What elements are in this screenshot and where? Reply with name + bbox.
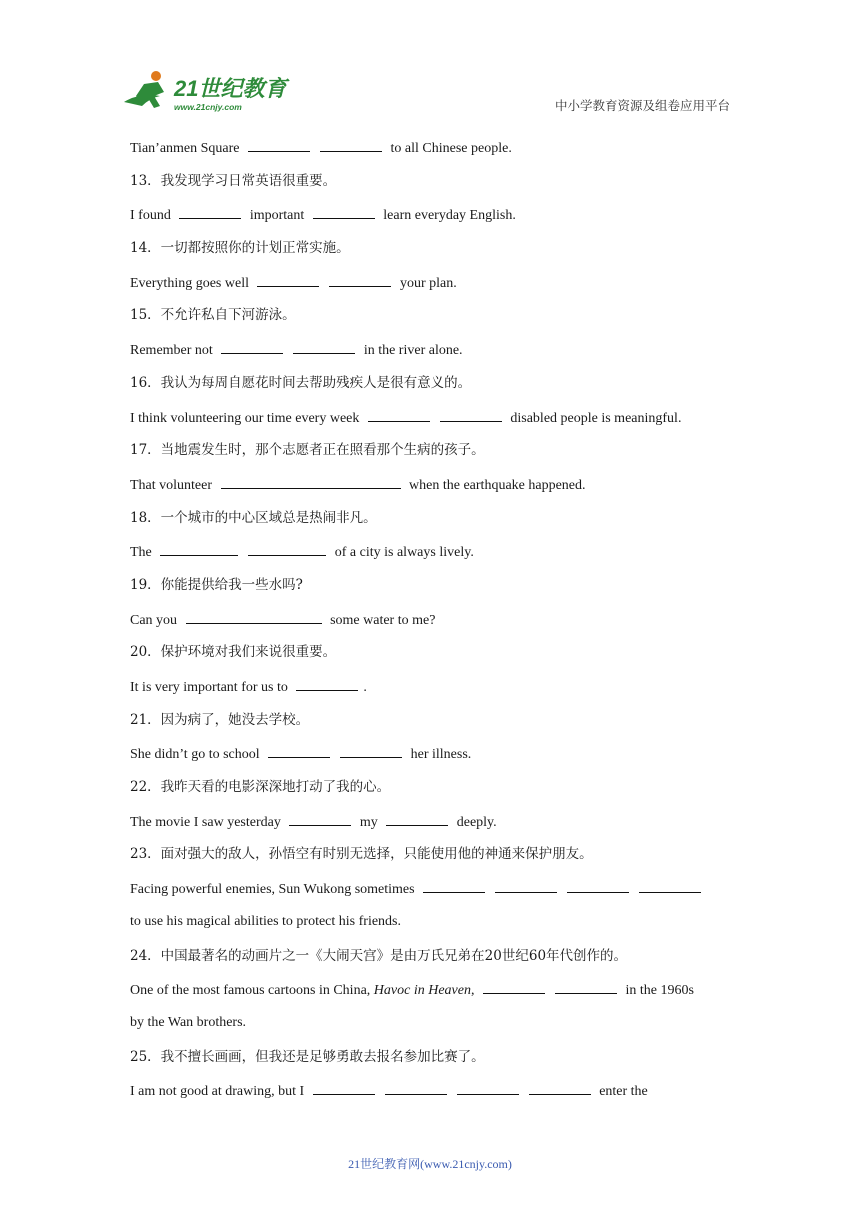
item-12-english: Tian’anmen Square to all Chinese people.: [130, 137, 740, 171]
item-17-chinese: 17．当地震发生时，那个志愿者正在照看那个生病的孩子。: [130, 442, 485, 459]
item-25-english: I am not good at drawing, but I enter the: [130, 1080, 740, 1114]
answer-blank[interactable]: [186, 609, 322, 624]
page-header: [0, 0, 860, 120]
answer-blank[interactable]: [289, 811, 351, 826]
item-20-english: It is very important for us to .: [130, 676, 740, 710]
item-17-english: That volunteer when the earthquake happened.: [130, 474, 740, 508]
item-23-english-cont: to use his magical abilities to protect his friends.: [130, 913, 401, 929]
item-15-chinese: 15．不允许私自下河游泳。: [130, 307, 296, 324]
answer-blank[interactable]: [340, 743, 402, 758]
answer-blank[interactable]: [386, 811, 448, 826]
answer-blank[interactable]: [248, 541, 326, 556]
item-20-chinese: 20．保护环境对我们来说很重要。: [130, 644, 337, 661]
item-24-english-cont: by the Wan brothers.: [130, 1014, 247, 1030]
answer-blank[interactable]: [320, 137, 382, 152]
item-18-chinese: 18．一个城市的中心区域总是热闹非凡。: [130, 509, 377, 526]
answer-blank[interactable]: [221, 474, 401, 489]
page-footer: 21世纪教育网(www.21cnjy.com): [348, 1157, 512, 1171]
item-22-chinese: 22．我昨天看的电影深深地打动了我的心。: [130, 779, 391, 796]
answer-blank[interactable]: [268, 743, 330, 758]
item-23-chinese: 23．面对强大的敌人，孙悟空有时别无选择，只能使用他的神通来保护朋友。: [130, 846, 593, 863]
item-13-chinese: 13．我发现学习日常英语很重要。: [130, 172, 337, 189]
answer-blank[interactable]: [221, 339, 283, 354]
answer-blank[interactable]: [440, 407, 502, 422]
answer-blank[interactable]: [368, 407, 430, 422]
exercise-list: [130, 137, 740, 1114]
item-13-english: I found important learn everyday English.: [130, 204, 740, 238]
item-22-english: The movie I saw yesterday my deeply.: [130, 811, 740, 845]
item-23-english: Facing powerful enemies, Sun Wukong sometimes: [130, 878, 740, 912]
item-24-english: One of the most famous cartoons in China, Havoc in Heaven, in the 1960s: [130, 979, 740, 1013]
answer-blank[interactable]: [257, 272, 319, 287]
item-16-chinese: 16．我认为每周自愿花时间去帮助残疾人是很有意义的。: [130, 374, 472, 391]
site-logo: [120, 66, 295, 116]
cartoon-title: Havoc in Heaven: [373, 983, 471, 999]
answer-blank[interactable]: [385, 1080, 447, 1095]
item-19-chinese: 19．你能提供给我一些水吗?: [130, 576, 303, 593]
item-19-english: Can you some water to me?: [130, 609, 740, 643]
item-14-chinese: 14．一切都按照你的计划正常实施。: [130, 240, 350, 257]
answer-blank[interactable]: [457, 1080, 519, 1095]
item-18-english: The of a city is always lively.: [130, 541, 740, 575]
answer-blank[interactable]: [179, 204, 241, 219]
answer-blank[interactable]: [639, 878, 701, 893]
item-25-chinese: 25．我不擅长画画，但我还是足够勇敢去报名参加比赛了。: [130, 1048, 485, 1065]
answer-blank[interactable]: [160, 541, 238, 556]
answer-blank[interactable]: [296, 676, 358, 691]
answer-blank[interactable]: [555, 979, 617, 994]
answer-blank[interactable]: [313, 1080, 375, 1095]
answer-blank[interactable]: [483, 979, 545, 994]
answer-blank[interactable]: [495, 878, 557, 893]
platform-title: 中小学教育资源及组卷应用平台: [554, 98, 730, 113]
logo-text: 21世纪教育: [174, 76, 287, 101]
answer-blank[interactable]: [248, 137, 310, 152]
answer-blank[interactable]: [423, 878, 485, 893]
answer-blank[interactable]: [293, 339, 355, 354]
answer-blank[interactable]: [567, 878, 629, 893]
item-24-chinese: 24．中国最著名的动画片之一《大闹天宫》是由万氏兄弟在20世纪60年代创作的。: [130, 947, 628, 964]
item-21-english: She didn’t go to school her illness.: [130, 743, 740, 777]
item-16-english: I think volunteering our time every week disabled people is meaningful.: [130, 407, 740, 441]
item-21-chinese: 21．因为病了，她没去学校。: [130, 711, 310, 728]
answer-blank[interactable]: [329, 272, 391, 287]
item-14-english: Everything goes well your plan.: [130, 272, 740, 306]
answer-blank[interactable]: [313, 204, 375, 219]
item-15-english: Remember not in the river alone.: [130, 339, 740, 373]
logo-url: www.21cnjy.com: [174, 102, 242, 112]
answer-blank[interactable]: [529, 1080, 591, 1095]
